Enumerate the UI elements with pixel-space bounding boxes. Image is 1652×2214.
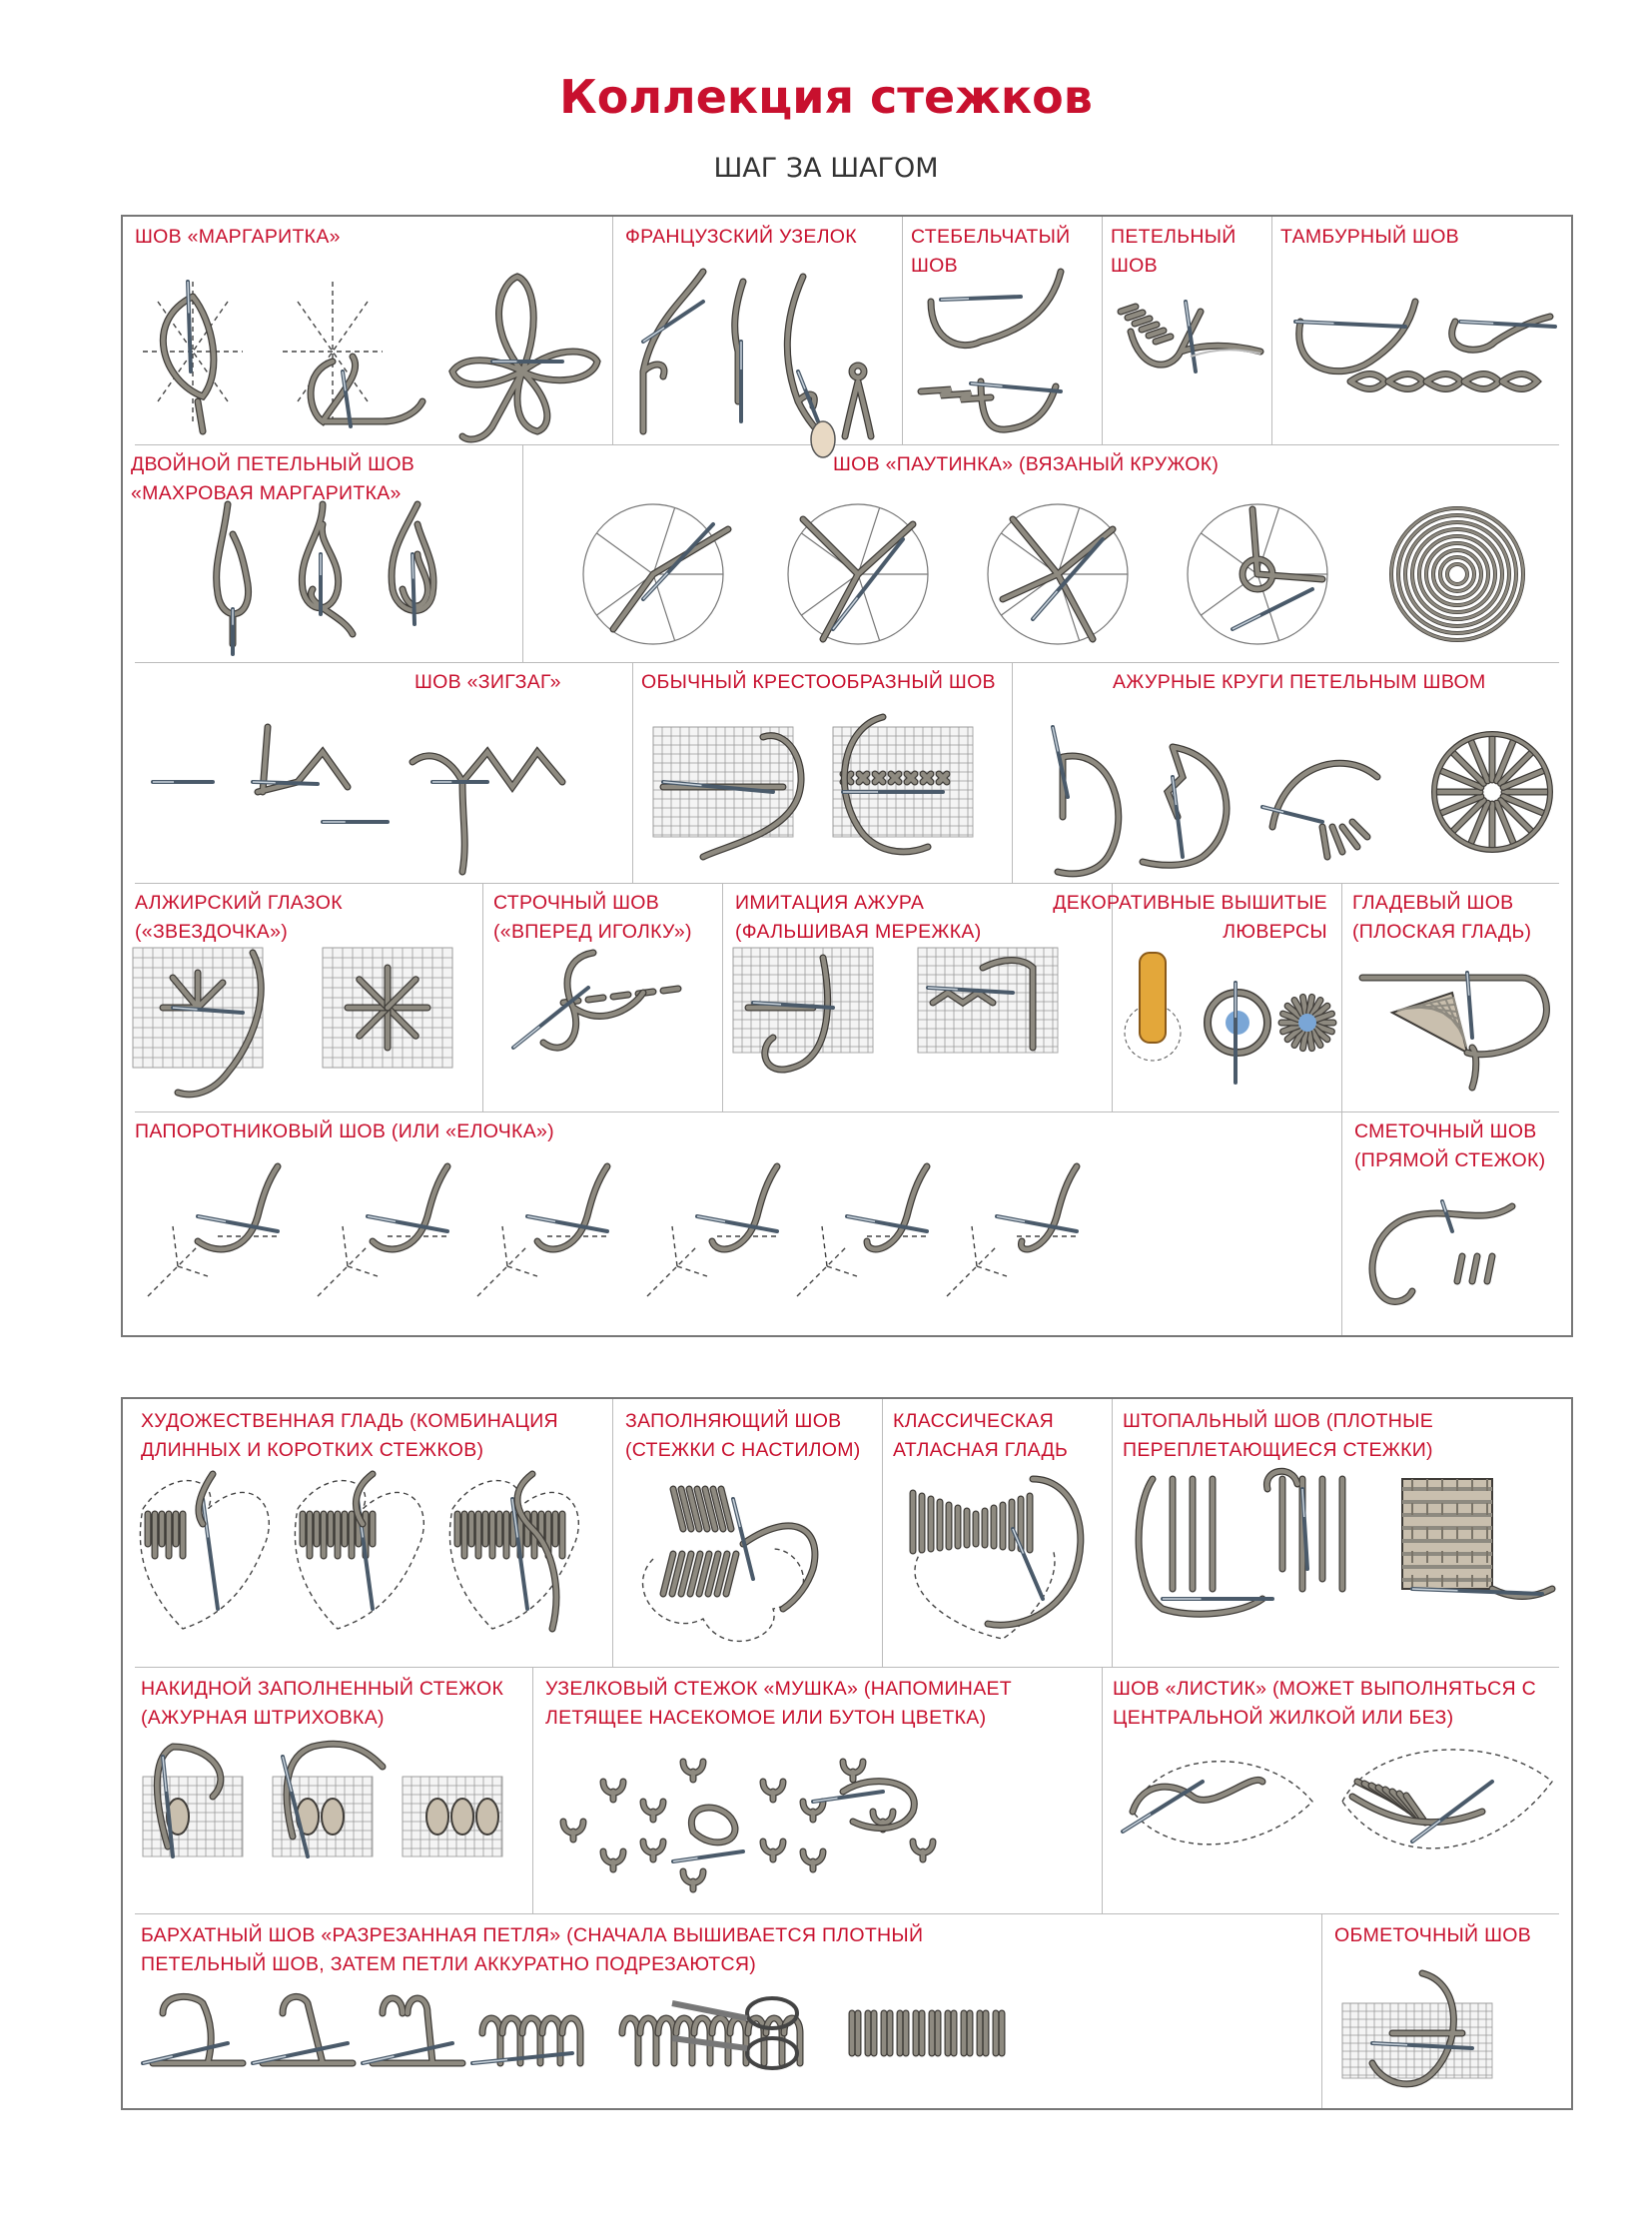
caption-line: ЦЕНТРАЛЬНОЙ ЖИЛКОЙ ИЛИ БЕЗ) bbox=[1113, 1707, 1454, 1729]
filled-overcast-icon bbox=[133, 1737, 522, 1906]
stitch-card-zigzag bbox=[123, 662, 632, 883]
stitch-card-openwork bbox=[1012, 662, 1571, 883]
zigzag-stitch-icon bbox=[143, 712, 632, 872]
guide-line bbox=[797, 1226, 857, 1296]
thread-path bbox=[907, 774, 915, 782]
thread-path bbox=[1272, 763, 1377, 857]
velvet-stitch-icon bbox=[133, 1983, 1316, 2103]
caption-line: ПЕТЕЛЬНЫЙ ШОВ, ЗАТЕМ ПЕТЛИ АККУРАТНО ПОДРЕЗАЮТСЯ) bbox=[141, 1953, 757, 1975]
thread-outline bbox=[302, 504, 353, 634]
caption-line: ДЛИННЫХ И КОРОТКИХ СТЕЖКОВ) bbox=[141, 1439, 484, 1461]
fern-stitch-icon bbox=[138, 1156, 1331, 1331]
needle-highlight bbox=[1233, 615, 1260, 629]
thread-path bbox=[663, 989, 678, 991]
stitch-caption bbox=[141, 1921, 923, 1979]
faux-hemstitch-icon bbox=[733, 948, 1103, 1107]
caption-line: ШОВ bbox=[911, 255, 958, 277]
stitch-card-darning bbox=[1112, 1399, 1571, 1667]
needle-highlight bbox=[941, 299, 969, 300]
needle-highlight bbox=[513, 1027, 539, 1048]
buttonhole-wheel-icon bbox=[1023, 707, 1567, 877]
stem-stitch-icon bbox=[911, 262, 1096, 436]
caption-line: ЛЕТЯЩЕЕ НАСЕКОМОЕ ИЛИ БУТОН ЦВЕТКА) bbox=[545, 1707, 987, 1729]
caption-line: ПАПОРОТНИКОВЫЙ ШОВ (ИЛИ «ЕЛОЧКА») bbox=[135, 1120, 554, 1142]
guide-line bbox=[1133, 1762, 1312, 1845]
overcast-bar bbox=[426, 1799, 448, 1835]
stitch-caption bbox=[1280, 223, 1459, 252]
stitch-panel-bottom bbox=[121, 1397, 1573, 2110]
caption-line: ШОВ «ЛИСТИК» (МОЖЕТ ВЫПОЛНЯТЬСЯ С bbox=[1113, 1678, 1536, 1700]
stitch-card-cross bbox=[632, 662, 1012, 883]
stitch-card-algerian bbox=[123, 883, 482, 1111]
thread-path bbox=[1299, 302, 1415, 371]
thread-path bbox=[199, 1474, 556, 1629]
woven-ring bbox=[1398, 515, 1516, 633]
thread-path bbox=[891, 774, 899, 782]
caption-line: ШОВ bbox=[1111, 255, 1158, 277]
lazy-daisy-stitch-icon bbox=[133, 262, 602, 436]
stitch-card-leaf bbox=[1102, 1667, 1571, 1913]
caption-line: (ПЛОСКАЯ ГЛАДЬ) bbox=[1352, 921, 1532, 943]
stitch-caption bbox=[135, 223, 341, 252]
fly-stitch-icon bbox=[543, 1742, 1093, 1906]
thread-path bbox=[787, 277, 823, 436]
basting-stitch-icon bbox=[1352, 1186, 1567, 1326]
caption-line: («ВПЕРЕД ИГОЛКУ») bbox=[493, 921, 692, 943]
stitch-caption bbox=[1123, 1407, 1433, 1465]
thread-path bbox=[875, 774, 883, 782]
awl-icon bbox=[1140, 953, 1166, 1043]
stitch-card-fern bbox=[123, 1111, 1341, 1335]
algerian-eye-icon bbox=[133, 933, 472, 1103]
fabric-grid bbox=[733, 948, 873, 1053]
stitch-caption bbox=[141, 1675, 503, 1733]
caption-line: «МАХРОВАЯ МАРГАРИТКА» bbox=[131, 482, 402, 504]
caption-line: («ЗВЕЗДОЧКА») bbox=[135, 921, 289, 943]
stitch-caption bbox=[141, 1407, 558, 1465]
caption-line: (ФАЛЬШИВАЯ МЕРЕЖКА) bbox=[735, 921, 982, 943]
caption-line: ХУДОЖЕСТВЕННАЯ ГЛАДЬ (КОМБИНАЦИЯ bbox=[141, 1410, 558, 1432]
chain-stitch-icon bbox=[1280, 262, 1565, 436]
woven-ring bbox=[1426, 543, 1488, 605]
stitch-card-long-short bbox=[123, 1399, 612, 1667]
stitch-caption bbox=[641, 668, 996, 697]
caption-line: ТАМБУРНЫЙ ШОВ bbox=[1280, 226, 1459, 248]
needle-highlight bbox=[733, 1499, 740, 1527]
french-knot-icon bbox=[623, 262, 893, 436]
thread-path bbox=[939, 774, 947, 782]
stitch-caption bbox=[1334, 1921, 1531, 1950]
stitch-card-french-knot bbox=[612, 217, 902, 444]
blanket-stitch-icon bbox=[1111, 262, 1265, 436]
thread-outline bbox=[199, 1474, 556, 1629]
caption-line: (АЖУРНАЯ ШТРИХОВКА) bbox=[141, 1707, 385, 1729]
thread-outline bbox=[643, 272, 703, 431]
stitch-card-margaritka bbox=[123, 217, 612, 444]
woven-patch bbox=[1402, 1479, 1492, 1589]
guide-line bbox=[148, 1226, 208, 1296]
thread-path bbox=[613, 995, 628, 997]
thread-outline bbox=[988, 1479, 1081, 1625]
thread-path bbox=[1139, 1479, 1262, 1614]
thread-path bbox=[153, 1996, 243, 2063]
thread-path bbox=[588, 998, 603, 1000]
darning-stitch-icon bbox=[1123, 1469, 1567, 1659]
thread-path bbox=[743, 1526, 815, 1609]
whip-stitch-icon bbox=[1332, 1973, 1567, 2103]
stitch-card-satin-classic bbox=[882, 1399, 1112, 1667]
leaf-stitch-icon bbox=[1113, 1742, 1567, 1906]
caption-line: СТЕБЕЛЬЧАТЫЙ bbox=[911, 226, 1071, 248]
eyelet-hole bbox=[1298, 1014, 1316, 1032]
caption-line: ФРАНЦУЗСКИЙ УЗЕЛОК bbox=[625, 226, 857, 248]
caption-line: ДЕКОРАТИВНЫЕ ВЫШИТЫЕ bbox=[1053, 892, 1327, 914]
guide-line bbox=[1201, 533, 1257, 574]
stitch-caption bbox=[493, 889, 692, 947]
stitch-card-eyelets bbox=[1053, 883, 1341, 1111]
caption-line: АТЛАСНАЯ ГЛАДЬ bbox=[893, 1439, 1069, 1461]
guide-line bbox=[1201, 574, 1257, 615]
stitch-caption bbox=[1354, 1117, 1545, 1175]
fabric-edge bbox=[1191, 350, 1260, 357]
stitch-card-loop bbox=[1102, 217, 1271, 444]
stitch-card-velvet bbox=[123, 1913, 1321, 2108]
guide-line bbox=[1342, 1750, 1552, 1848]
thread-path bbox=[1242, 509, 1322, 589]
caption-line: ЗАПОЛНЯЮЩИЙ ШОВ bbox=[625, 1410, 842, 1432]
stitch-card-double-loop bbox=[123, 444, 522, 662]
stitch-caption bbox=[1113, 668, 1486, 697]
stitch-card-overcast-fill bbox=[123, 1667, 532, 1913]
caption-line: ОБМЕТОЧНЫЙ ШОВ bbox=[1334, 1924, 1532, 1946]
caption-line: СТРОЧНЫЙ ШОВ bbox=[493, 892, 660, 914]
stitch-caption bbox=[833, 450, 1219, 479]
caption-line: КЛАССИЧЕСКАЯ bbox=[893, 1410, 1055, 1432]
needle-highlight bbox=[188, 282, 189, 314]
caption-line: СМЕТОЧНЫЙ ШОВ bbox=[1354, 1120, 1537, 1142]
stitch-panel-top bbox=[121, 215, 1573, 1337]
eyelet-icon bbox=[1118, 953, 1337, 1103]
caption-line: (ПРЯМОЙ СТЕЖОК) bbox=[1354, 1149, 1546, 1171]
thread-outline bbox=[373, 1998, 462, 2063]
guide-line bbox=[947, 1226, 1007, 1296]
caption-line: АЛЖИРСКИЙ ГЛАЗОК bbox=[135, 892, 343, 914]
stitch-caption bbox=[893, 1407, 1068, 1465]
caption-line: ШОВ «ЗИГЗАГ» bbox=[414, 671, 561, 693]
double-lazy-daisy-icon bbox=[203, 494, 512, 654]
woven-ring bbox=[1419, 536, 1495, 612]
stitch-caption bbox=[545, 1675, 1012, 1733]
stitch-card-padded bbox=[612, 1399, 882, 1667]
caption-line: УЗЕЛКОВЫЙ СТЕЖОК «МУШКА» (НАПОМИНАЕТ bbox=[545, 1678, 1013, 1700]
scissors-handle bbox=[747, 2038, 797, 2068]
scissors-handle bbox=[747, 1998, 797, 2028]
caption-line: ДВОЙНОЙ ПЕТЕЛЬНЫЙ ШОВ bbox=[131, 453, 415, 475]
caption-line: ПЕРЕПЛЕТАЮЩИЕСЯ СТЕЖКИ) bbox=[1123, 1439, 1433, 1461]
caption-line: ШОВ «МАРГАРИТКА» bbox=[135, 226, 341, 248]
caption-line: ГЛАДЕВЫЙ ШОВ bbox=[1352, 892, 1514, 914]
thread-path bbox=[845, 366, 871, 436]
overcast-bar bbox=[476, 1799, 498, 1835]
stitch-caption bbox=[625, 1407, 861, 1465]
stitch-card-whip bbox=[1321, 1913, 1571, 2108]
stitch-card-basting bbox=[1341, 1111, 1571, 1335]
caption-line: НАКИДНОЙ ЗАПОЛНЕННЫЙ СТЕЖОК bbox=[141, 1678, 504, 1700]
overcast-bar bbox=[451, 1799, 473, 1835]
thread-path bbox=[1143, 747, 1227, 865]
caption-line: (СТЕЖКИ С НАСТИЛОМ) bbox=[625, 1439, 861, 1461]
overcast-bar bbox=[322, 1799, 344, 1835]
stitch-caption bbox=[1352, 889, 1531, 947]
thread-path bbox=[1309, 1033, 1312, 1049]
guide-line bbox=[283, 282, 383, 421]
guide-line bbox=[318, 1226, 378, 1296]
needle-highlight bbox=[253, 782, 276, 783]
padded-satin-icon bbox=[623, 1469, 878, 1659]
caption-line: ШОВ «ПАУТИНКА» (ВЯЗАНЫЙ КРУЖОК) bbox=[833, 453, 1220, 475]
thread-outline bbox=[413, 752, 562, 872]
stitch-caption bbox=[735, 889, 982, 947]
caption-line: БАРХАТНЫЙ ШОВ «РАЗРЕЗАННАЯ ПЕТЛЯ» (СНАЧАЛА ВЫШИВАЕТСЯ ПЛОТНЫЙ bbox=[141, 1924, 924, 1946]
guide-line bbox=[596, 533, 653, 574]
stitch-card-running bbox=[482, 883, 722, 1111]
spider-web-stitch-icon bbox=[553, 489, 1562, 654]
caption-line: ШТОПАЛЬНЫЙ ШОВ (ПЛОТНЫЕ bbox=[1123, 1410, 1433, 1432]
page-subtitle: ШАГ ЗА ШАГОМ bbox=[713, 153, 939, 184]
stitch-caption bbox=[1113, 1675, 1536, 1733]
stitch-card-spiderweb bbox=[522, 444, 1571, 662]
long-short-stitch-icon bbox=[133, 1469, 602, 1659]
thread-outline bbox=[1139, 1479, 1262, 1614]
guide-line bbox=[143, 282, 243, 421]
caption-line: АЖУРНЫЕ КРУГИ ПЕТЕЛЬНЫМ ШВОМ bbox=[1113, 671, 1486, 693]
caption-line: ОБЫЧНЫЙ КРЕСТООБРАЗНЫЙ ШОВ bbox=[641, 671, 996, 693]
woven-ring bbox=[1447, 564, 1467, 584]
caption-line: ПЕТЕЛЬНЫЙ bbox=[1111, 226, 1237, 248]
thread-path bbox=[413, 752, 562, 872]
stitch-caption bbox=[1053, 889, 1327, 947]
stitch-card-fly bbox=[532, 1667, 1102, 1913]
thread-path bbox=[923, 774, 931, 782]
running-stitch-icon bbox=[493, 948, 713, 1103]
caption-line: ИМИТАЦИЯ АЖУРА bbox=[735, 892, 925, 914]
thread-path bbox=[1302, 997, 1305, 1013]
caption-line: ЛЮВЕРСЫ bbox=[1223, 921, 1327, 943]
page-title: Коллекция стежков bbox=[559, 70, 1093, 124]
guide-line bbox=[647, 1226, 707, 1296]
needle-highlight bbox=[1033, 591, 1058, 619]
needle-highlight bbox=[798, 371, 805, 389]
stitch-card-satin-flat bbox=[1341, 883, 1571, 1111]
stitch-caption bbox=[625, 223, 857, 252]
cross-stitch-icon bbox=[643, 707, 1008, 877]
satin-stitch-icon bbox=[893, 1469, 1108, 1659]
stitch-card-stem bbox=[902, 217, 1102, 444]
flat-satin-icon bbox=[1352, 953, 1567, 1103]
guide-line bbox=[477, 1226, 537, 1296]
thread-outline bbox=[1003, 519, 1113, 639]
stitch-caption bbox=[135, 1117, 554, 1146]
thread-path bbox=[859, 774, 867, 782]
stitch-card-chain bbox=[1271, 217, 1571, 444]
stitch-caption bbox=[414, 668, 561, 697]
